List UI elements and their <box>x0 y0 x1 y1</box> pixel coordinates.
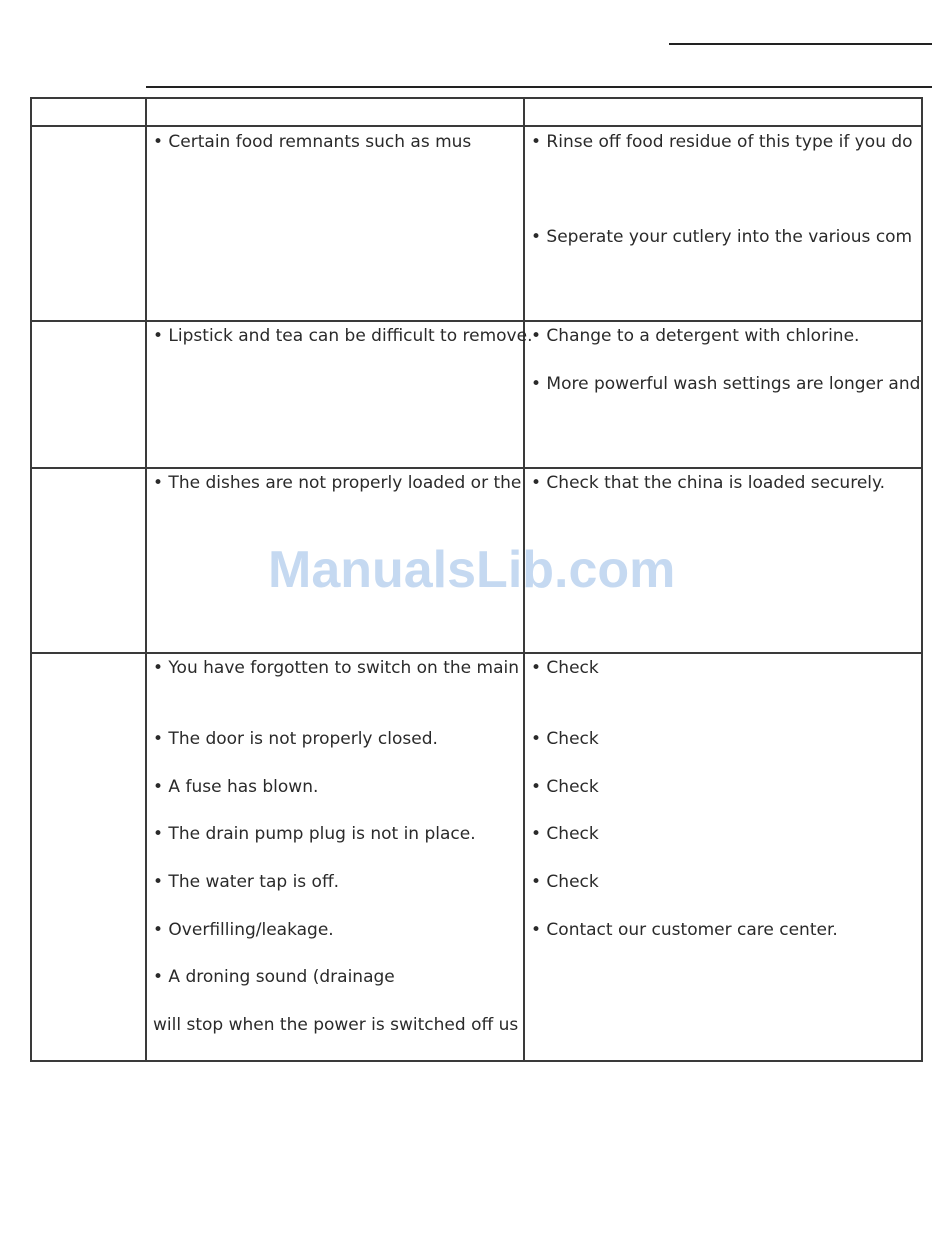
remedy-text: • More powerful wash settings are longer and <box>531 374 921 394</box>
remedy-text: • Contact our customer care center. <box>531 920 838 940</box>
remedy-text: • Check <box>531 872 599 892</box>
remedy-text: • Check that the china is loaded securely. <box>531 473 886 493</box>
cause-text: • Lipstick and tea can be difficult to remove. <box>153 326 533 346</box>
cause-text: will stop when the power is switched off us <box>153 1015 519 1035</box>
remedy-text: • Check <box>531 658 599 678</box>
problem-cell <box>31 126 146 321</box>
cause-text: • A droning sound (drainage <box>153 967 395 987</box>
problem-cell <box>31 468 146 653</box>
cause-cell <box>146 321 533 468</box>
cause-text: • Certain food remnants such as mus <box>153 132 472 152</box>
remedy-cell <box>524 321 922 468</box>
remedy-text: • Seperate your cutlery into the various com <box>531 227 913 247</box>
header-rule-short <box>669 43 932 45</box>
cause-cell <box>146 653 524 1061</box>
remedy-cell <box>524 653 922 1061</box>
cause-text: • You have forgotten to switch on the main <box>153 658 519 678</box>
header-cell-remedy <box>524 98 922 126</box>
watermark: ManualsLib.com <box>268 541 676 599</box>
cause-text: • The water tap is off. <box>153 872 340 892</box>
table-row <box>31 321 922 468</box>
cause-cell <box>146 126 524 321</box>
table-row <box>31 653 922 1061</box>
cause-text: • The drain pump plug is not in place. <box>153 824 476 844</box>
cause-text: • A fuse has blown. <box>153 777 319 797</box>
header-cell-problem <box>31 98 146 126</box>
remedy-text: • Change to a detergent with chlorine. <box>531 326 860 346</box>
table-header-row <box>31 98 922 126</box>
cause-text: • The dishes are not properly loaded or the <box>153 473 522 493</box>
remedy-text: • Check <box>531 777 599 797</box>
remedy-text: • Rinse off food residue of this type if you do <box>531 132 913 152</box>
header-rule-long <box>146 86 932 88</box>
table-row <box>31 126 922 321</box>
remedy-text: • Check <box>531 824 599 844</box>
problem-cell <box>31 653 146 1061</box>
remedy-text: • Check <box>531 729 599 749</box>
problem-cell <box>31 321 146 468</box>
remedy-cell <box>524 126 922 321</box>
cause-text: • Overfilling/leakage. <box>153 920 334 940</box>
cause-text: • The door is not properly closed. <box>153 729 438 749</box>
header-cell-cause <box>146 98 524 126</box>
